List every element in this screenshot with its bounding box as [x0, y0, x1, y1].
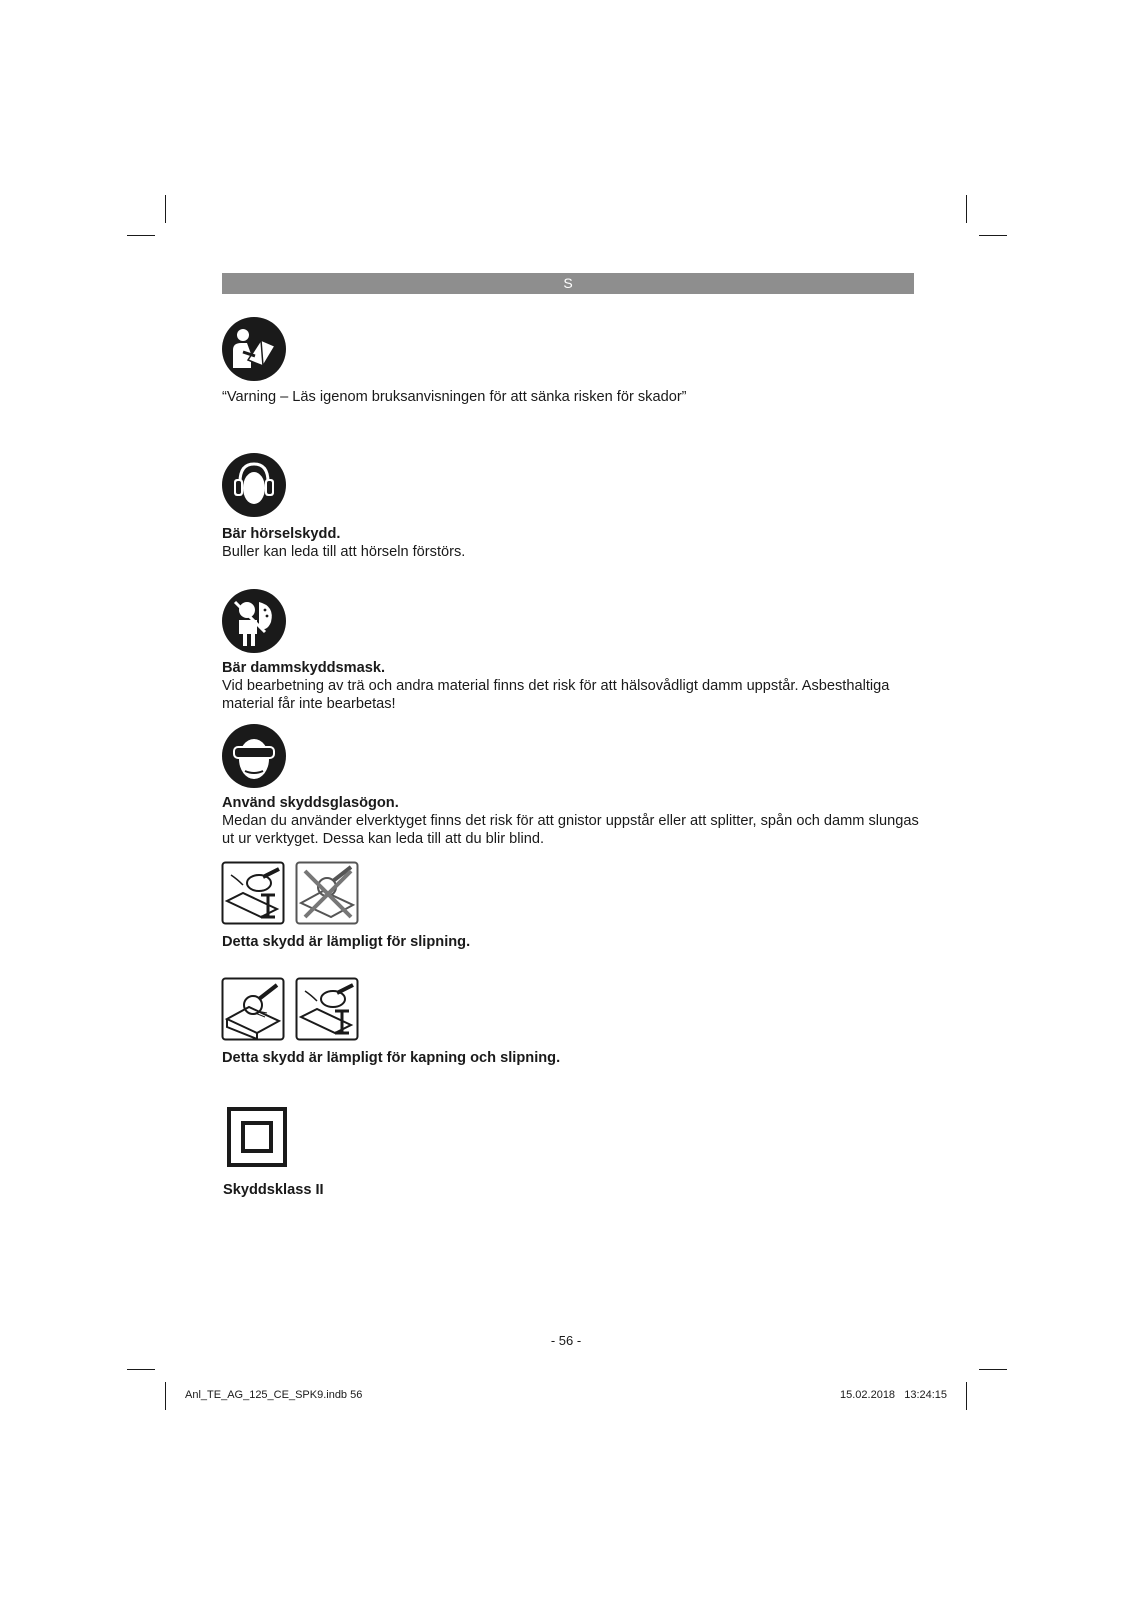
read-manual-icon [221, 316, 287, 382]
language-code: S [563, 275, 573, 291]
cutting-grinding-suitability-text: Detta skydd är lämpligt för kapning och slipning. [222, 1050, 561, 1066]
protection-class-text: Skyddsklass II [223, 1182, 324, 1198]
goggles-title: Använd skyddsglasögon. [222, 795, 399, 811]
protection-class-ii-icon [227, 1107, 287, 1167]
ear-protection-title: Bär hörselskydd. [222, 526, 341, 542]
dust-mask-icon [221, 588, 287, 654]
ear-protection-text: Buller kan leda till att hörseln förstörs. [222, 544, 466, 560]
dust-mask-title: Bär dammskyddsmask. [222, 660, 386, 676]
goggles-text: Medan du använder elverktyget finns det risk för att gnistor uppstår eller att splitter, spån och damm slungas ut ur verktyget. Dessa kan leda till att du blir blind. [222, 813, 919, 847]
dust-mask-text: Vid bearbetning av trä och andra material finns det risk för att hälsovådligt damm uppstår. Asbesthaltiga material får inte bearbetas! [222, 678, 890, 712]
crop-mark-bottom-left-vertical [165, 1382, 166, 1410]
crop-mark-top-left-vertical [165, 195, 166, 223]
safety-goggles-icon [221, 723, 287, 789]
grinding-pictogram-icon [221, 861, 285, 925]
warning-read-manual-text: “Varning – Läs igenom bruksanvisningen för att sänka risken för skador” [222, 389, 687, 405]
crop-mark-top-left-horizontal [127, 235, 155, 236]
crop-mark-top-right-horizontal [979, 235, 1007, 236]
grinding-pictogram-icon [295, 977, 359, 1041]
file-name-slug: Anl_TE_AG_125_CE_SPK9.indb 56 [185, 1389, 363, 1401]
crop-mark-bottom-right-vertical [966, 1382, 967, 1410]
ear-protection-icon [221, 452, 287, 518]
timestamp-slug: 15.02.2018 13:24:15 [840, 1389, 948, 1401]
cutting-pictogram-icon [221, 977, 285, 1041]
language-header-bar [222, 273, 914, 294]
cutting-crossed-pictogram-icon [295, 861, 359, 925]
crop-mark-bottom-left-horizontal [127, 1369, 155, 1370]
crop-mark-bottom-right-horizontal [979, 1369, 1007, 1370]
grinding-suitability-text: Detta skydd är lämpligt för slipning. [222, 934, 471, 950]
page-number: - 56 - [550, 1333, 582, 1348]
crop-mark-top-right-vertical [966, 195, 967, 223]
